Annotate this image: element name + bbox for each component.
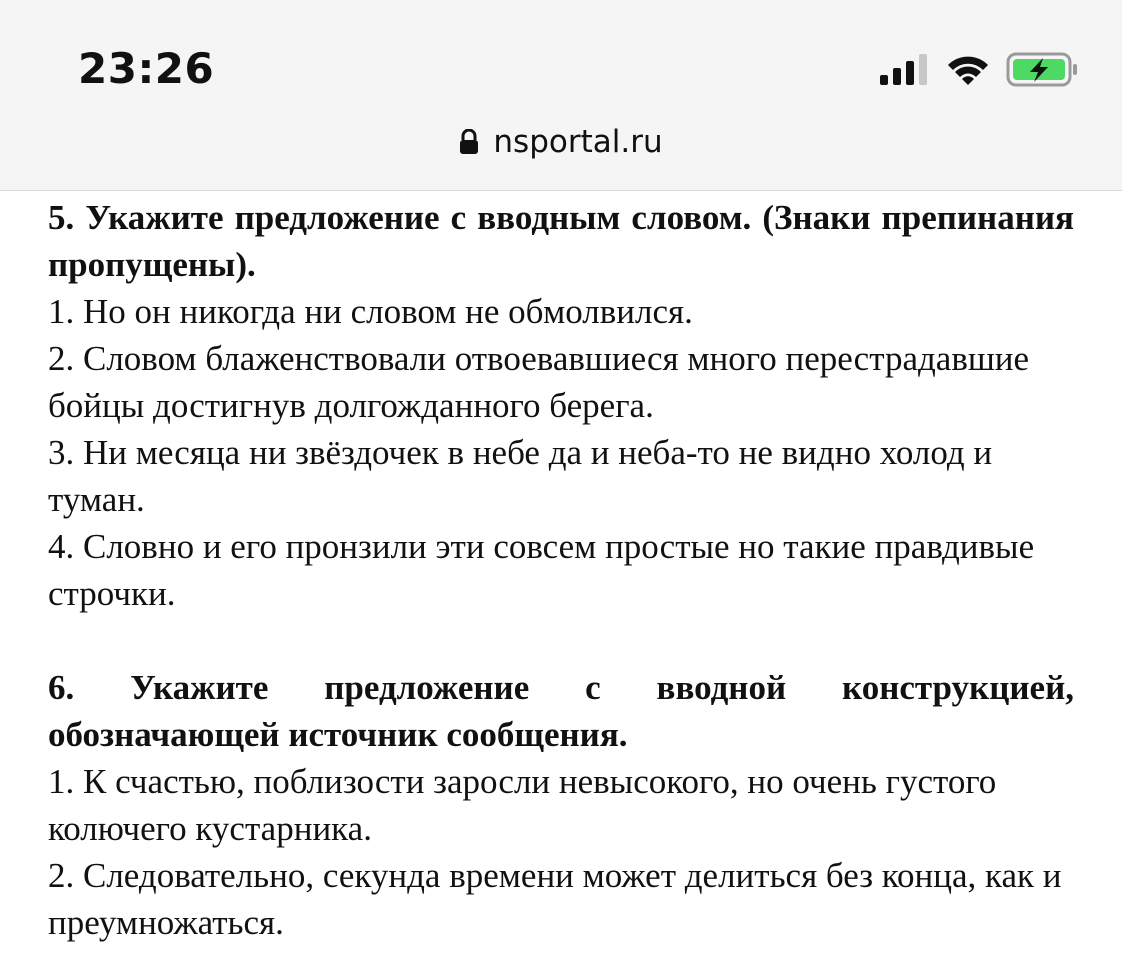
- status-time: 23:26: [78, 44, 215, 93]
- question-block: [48, 194, 1074, 617]
- spacer: [48, 617, 1074, 664]
- question-title: 5. Укажите предложение с вводным словом. (Знаки препинания пропущены).: [48, 198, 1074, 284]
- answer-option: 3. Ни месяца ни звёздочек в небе да и неба-то не видно холод и туман.: [48, 433, 993, 519]
- address-url[interactable]: nsportal.ru: [493, 124, 663, 160]
- answer-option: 4. Словно и его пронзили эти совсем простые но такие правдивые строчки.: [48, 527, 1035, 613]
- cellular-signal-icon: [878, 50, 932, 90]
- answer-option: 2. Следовательно, секунда времени может делиться без конца, как и преумножаться.: [48, 856, 1062, 942]
- address-bar[interactable]: [0, 120, 1122, 164]
- lock-icon: [459, 129, 479, 155]
- answer-option: 1. Но он никогда ни словом не обмолвился.: [48, 292, 693, 331]
- question-block: [48, 664, 1074, 946]
- browser-top-bar: [0, 0, 1122, 191]
- question-title: 6. Укажите предложение с вводной конструкцией, обозначающей источник сообщения.: [48, 668, 1074, 754]
- answer-option: 1. К счастью, поблизости заросли невысокого, но очень густого колючего кустарника.: [48, 762, 997, 848]
- answer-option: 2. Словом блаженствовали отвоевавшиеся много перестрадавшие бойцы достигнув долгожданного берега.: [48, 339, 1030, 425]
- page-content: [48, 194, 1074, 946]
- wifi-icon: [944, 50, 992, 90]
- battery-charging-icon: [1006, 50, 1080, 90]
